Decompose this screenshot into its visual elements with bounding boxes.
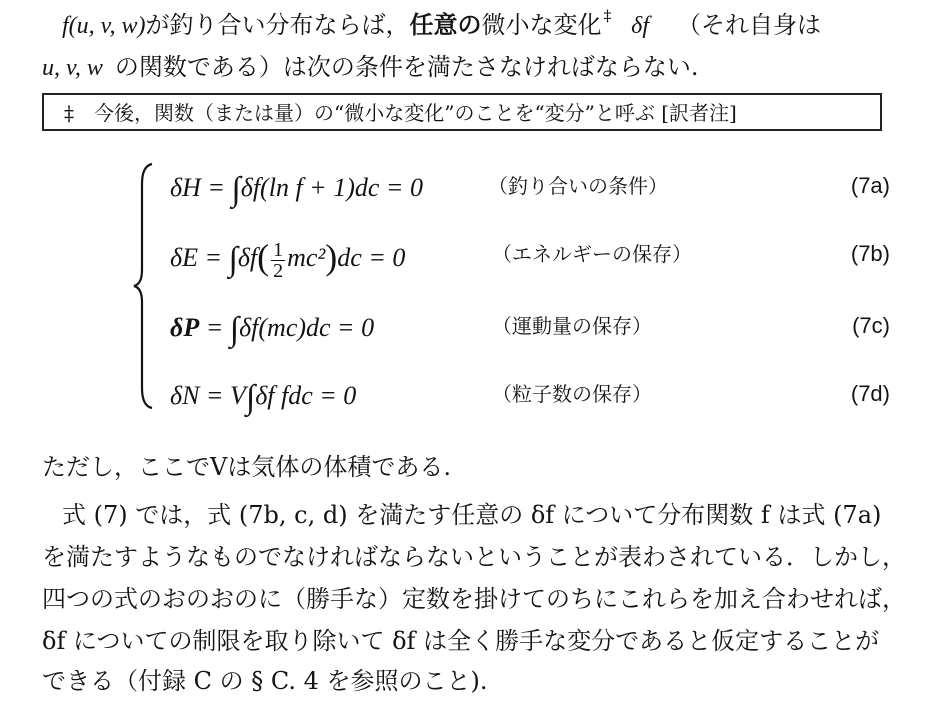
equation-7d-lhs: δN = V — [170, 381, 246, 410]
right-paren: ) — [325, 237, 338, 277]
equation-brace — [128, 160, 158, 412]
equation-7b-integrand-pre: δf — [237, 243, 258, 272]
variables-uvw: u, v, w — [42, 55, 103, 81]
equation-7d — [170, 372, 890, 416]
equation-7b — [170, 232, 890, 282]
equation-7c-condition: （運動量の保存） — [492, 314, 652, 338]
footnote-box — [42, 93, 882, 131]
body-paragraph-2-line-3: 四つの式のおのおのに（勝手な）定数を掛けてのちにこれらを加え合わせれば， — [42, 585, 906, 613]
equation-7a-lhs: δH = — [170, 173, 232, 202]
intro-text-1: が釣り合い分布ならば， — [145, 11, 410, 39]
footnote-text: ‡ 今後，関数（または量）の“微小な変化”のことを“変分”と呼ぶ [訳者注] — [64, 101, 737, 125]
equation-7d-condition: （粒子数の保存） — [492, 382, 652, 406]
equation-7d-integrand: δf fdc = 0 — [255, 381, 357, 410]
integral-sign: ∫ — [231, 171, 241, 208]
equation-7b-integrand-post: mc² — [287, 243, 326, 272]
left-paren: ( — [257, 237, 270, 277]
function-fuvw: f(u, v, w) — [62, 13, 146, 39]
body-paragraph-2-line-1: 式 (7) では，式 (7b, c, d) を満たす任意の δf について分布関数 f は式 (7a) — [62, 501, 882, 529]
equation-7c-math — [170, 304, 374, 350]
equation-7a-condition: （釣り合いの条件） — [488, 174, 668, 198]
equation-7c-number: (7c) — [852, 313, 890, 338]
equation-7d-number: (7d) — [850, 381, 890, 406]
equation-7a-integrand: δf(ln f + 1)dc = 0 — [240, 173, 423, 202]
equation-7b-tail: dc = 0 — [337, 243, 406, 272]
body-paragraph-1: ただし，ここでVは気体の体積である. — [42, 453, 451, 481]
delta-f: δf — [631, 13, 649, 39]
equation-7b-number: (7b) — [850, 241, 890, 266]
equation-7c-equals: = — [199, 313, 230, 342]
intro-text-4: の関数である）は次の条件を満たさなければならない. — [114, 53, 699, 81]
body-paragraph-2-line-5: できる（付録 C の § C. 4 を参照のこと). — [42, 667, 488, 695]
equation-7c-integrand: δf(mc)dc = 0 — [239, 313, 375, 342]
equation-7a-math — [170, 164, 423, 210]
equation-7a — [170, 164, 890, 208]
equation-7c — [170, 304, 890, 348]
fraction-one-half — [271, 240, 285, 281]
equation-7b-condition: （エネルギーの保存） — [492, 242, 692, 266]
equation-7b-math — [170, 232, 405, 281]
fraction-numerator: 1 — [273, 238, 284, 261]
integral-sign: ∫ — [245, 379, 256, 416]
equation-7b-lhs: δE = — [170, 243, 229, 272]
equation-7d-math — [170, 372, 356, 418]
equation-7c-lhs: δP — [170, 313, 200, 342]
intro-text-2: 微小な変化 — [481, 11, 602, 39]
integral-sign: ∫ — [228, 241, 238, 278]
equation-7a-number: (7a) — [850, 173, 890, 198]
intro-text-3: （それ自身は — [677, 11, 821, 39]
intro-line-2 — [42, 52, 699, 83]
footnote-marker: ‡ — [603, 6, 612, 25]
body-paragraph-2-line-4: δf についての制限を取り除いて δf は全く勝手な変分であると仮定することが — [42, 627, 880, 655]
intro-line-1 — [62, 6, 821, 43]
fraction-denominator: 2 — [273, 259, 284, 282]
intro-bold: 任意の — [409, 10, 482, 39]
body-paragraph-2-line-2: を満たすようなものでなければならないということが表わされている．しかし， — [42, 543, 906, 571]
integral-sign: ∫ — [229, 311, 240, 348]
